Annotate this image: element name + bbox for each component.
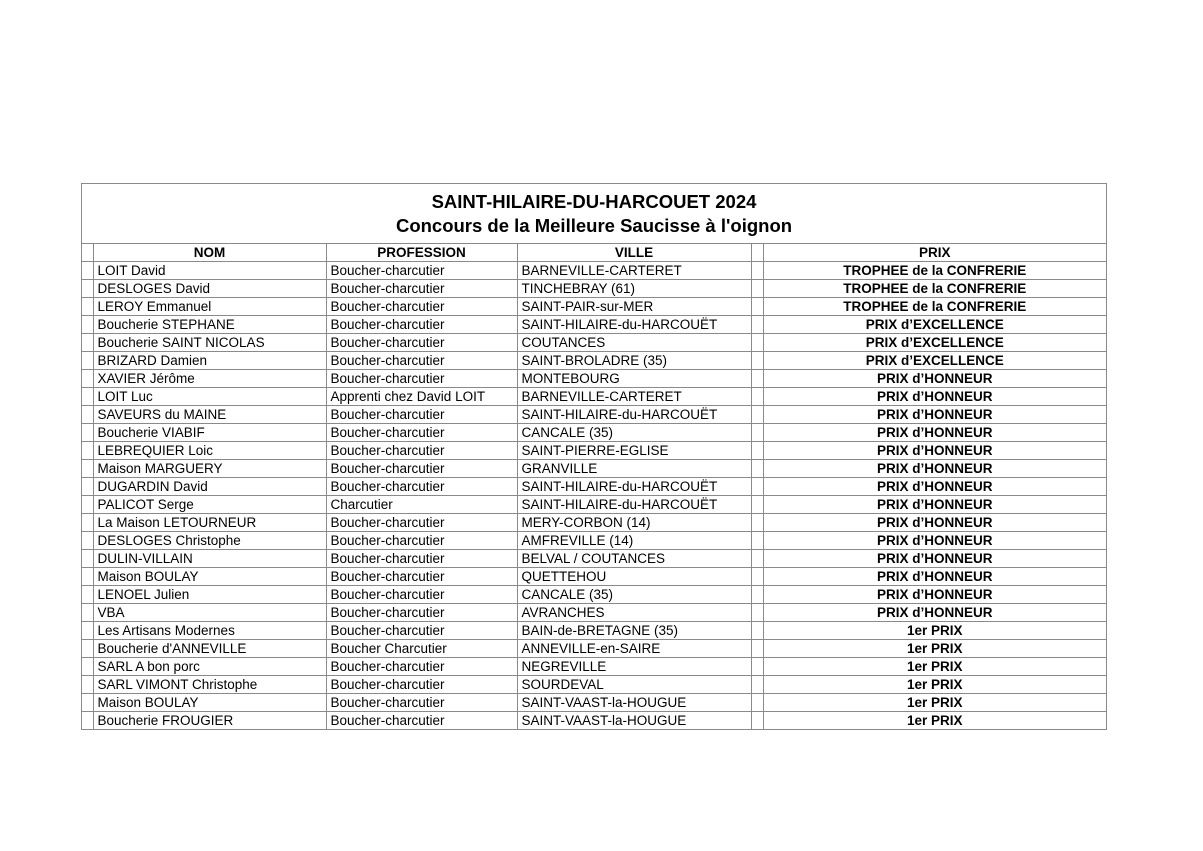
cell-ville: CANCALE (35): [517, 586, 751, 604]
table-row: [82, 586, 1106, 604]
cell-prix: TROPHEE de la CONFRERIE: [763, 262, 1106, 280]
spacer-cell: [751, 568, 763, 586]
cell-nom: LEROY Emmanuel: [93, 298, 326, 316]
spacer-cell: [751, 424, 763, 442]
spacer-cell: [82, 442, 93, 460]
cell-profession: Boucher-charcutier: [326, 676, 517, 694]
cell-nom: LENOEL Julien: [93, 586, 326, 604]
cell-prix: TROPHEE de la CONFRERIE: [763, 298, 1106, 316]
table-row: [82, 280, 1106, 298]
spacer-cell: [82, 712, 93, 730]
cell-profession: Boucher-charcutier: [326, 442, 517, 460]
cell-ville: GRANVILLE: [517, 460, 751, 478]
spacer-cell: [82, 640, 93, 658]
cell-profession: Boucher-charcutier: [326, 460, 517, 478]
table-row: [82, 316, 1106, 334]
cell-nom: Boucherie FROUGIER: [93, 712, 326, 730]
cell-ville: SAINT-HILAIRE-du-HARCOUËT: [517, 316, 751, 334]
spacer-cell: [751, 514, 763, 532]
cell-ville: AMFREVILLE (14): [517, 532, 751, 550]
cell-profession: Boucher-charcutier: [326, 568, 517, 586]
spacer-cell: [751, 676, 763, 694]
spacer-cell: [751, 280, 763, 298]
cell-nom: LEBREQUIER Loic: [93, 442, 326, 460]
cell-ville: AVRANCHES: [517, 604, 751, 622]
cell-profession: Boucher Charcutier: [326, 640, 517, 658]
cell-profession: Boucher-charcutier: [326, 406, 517, 424]
cell-prix: PRIX d’HONNEUR: [763, 514, 1106, 532]
table-row: [82, 406, 1106, 424]
cell-prix: PRIX d’HONNEUR: [763, 532, 1106, 550]
cell-prix: PRIX d’HONNEUR: [763, 424, 1106, 442]
cell-prix: PRIX d’EXCELLENCE: [763, 352, 1106, 370]
spacer-cell: [751, 334, 763, 352]
cell-ville: SOURDEVAL: [517, 676, 751, 694]
table-row: [82, 604, 1106, 622]
cell-ville: TINCHEBRAY (61): [517, 280, 751, 298]
table-row: [82, 460, 1106, 478]
cell-profession: Boucher-charcutier: [326, 334, 517, 352]
header-profession: PROFESSION: [326, 244, 517, 262]
spacer-cell: [82, 586, 93, 604]
spacer-cell: [82, 694, 93, 712]
cell-prix: PRIX d’HONNEUR: [763, 604, 1106, 622]
spacer-cell: [82, 568, 93, 586]
spacer-cell: [82, 262, 93, 280]
spacer-cell: [751, 658, 763, 676]
cell-ville: MONTEBOURG: [517, 370, 751, 388]
cell-nom: BRIZARD Damien: [93, 352, 326, 370]
cell-prix: PRIX d’HONNEUR: [763, 406, 1106, 424]
cell-nom: LOIT Luc: [93, 388, 326, 406]
spacer-cell: [751, 640, 763, 658]
cell-nom: DUGARDIN David: [93, 478, 326, 496]
cell-ville: BELVAL / COUTANCES: [517, 550, 751, 568]
cell-nom: SARL A bon porc: [93, 658, 326, 676]
table-row: [82, 496, 1106, 514]
cell-nom: Maison BOULAY: [93, 694, 326, 712]
spacer-cell: [751, 352, 763, 370]
cell-ville: SAINT-VAAST-la-HOUGUE: [517, 694, 751, 712]
spacer-cell: [82, 658, 93, 676]
cell-profession: Boucher-charcutier: [326, 280, 517, 298]
cell-profession: Boucher-charcutier: [326, 658, 517, 676]
spacer-cell: [751, 532, 763, 550]
spacer-cell: [751, 550, 763, 568]
table-row: [82, 514, 1106, 532]
cell-ville: MERY-CORBON (14): [517, 514, 751, 532]
table-row: [82, 388, 1106, 406]
page-title: SAINT-HILAIRE-DU-HARCOUET 2024: [431, 190, 757, 212]
cell-prix: PRIX d’HONNEUR: [763, 496, 1106, 514]
cell-profession: Boucher-charcutier: [326, 694, 517, 712]
results-table: [82, 244, 1106, 729]
cell-profession: Apprenti chez David LOIT: [326, 388, 517, 406]
cell-profession: Boucher-charcutier: [326, 550, 517, 568]
cell-profession: Charcutier: [326, 496, 517, 514]
cell-profession: Boucher-charcutier: [326, 352, 517, 370]
spacer-cell: [751, 694, 763, 712]
cell-prix: 1er PRIX: [763, 658, 1106, 676]
spacer-cell: [82, 514, 93, 532]
cell-nom: Boucherie VIABIF: [93, 424, 326, 442]
cell-nom: XAVIER Jérôme: [93, 370, 326, 388]
table-row: [82, 352, 1106, 370]
header-ville: VILLE: [517, 244, 751, 262]
cell-nom: SARL VIMONT Christophe: [93, 676, 326, 694]
header-nom: NOM: [93, 244, 326, 262]
cell-profession: Boucher-charcutier: [326, 262, 517, 280]
cell-profession: Boucher-charcutier: [326, 514, 517, 532]
spacer-cell: [82, 280, 93, 298]
cell-profession: Boucher-charcutier: [326, 532, 517, 550]
cell-prix: TROPHEE de la CONFRERIE: [763, 280, 1106, 298]
header-prix: PRIX: [763, 244, 1106, 262]
spacer-cell: [82, 316, 93, 334]
spacer-cell: [751, 244, 763, 262]
cell-nom: DULIN-VILLAIN: [93, 550, 326, 568]
cell-prix: 1er PRIX: [763, 694, 1106, 712]
cell-prix: 1er PRIX: [763, 640, 1106, 658]
table-row: [82, 532, 1106, 550]
cell-profession: Boucher-charcutier: [326, 586, 517, 604]
table-row: [82, 334, 1106, 352]
cell-nom: VBA: [93, 604, 326, 622]
cell-profession: Boucher-charcutier: [326, 298, 517, 316]
table-row: [82, 622, 1106, 640]
spacer-cell: [751, 388, 763, 406]
cell-ville: BARNEVILLE-CARTERET: [517, 262, 751, 280]
cell-profession: Boucher-charcutier: [326, 478, 517, 496]
table-row: [82, 298, 1106, 316]
spacer-cell: [82, 244, 93, 262]
cell-prix: PRIX d’HONNEUR: [763, 568, 1106, 586]
cell-prix: PRIX d’EXCELLENCE: [763, 334, 1106, 352]
cell-nom: DESLOGES Christophe: [93, 532, 326, 550]
spacer-cell: [82, 496, 93, 514]
spacer-cell: [751, 262, 763, 280]
cell-nom: Boucherie d'ANNEVILLE: [93, 640, 326, 658]
cell-nom: Boucherie SAINT NICOLAS: [93, 334, 326, 352]
results-table-body: [82, 244, 1106, 729]
cell-ville: SAINT-HILAIRE-du-HARCOUËT: [517, 406, 751, 424]
cell-profession: Boucher-charcutier: [326, 622, 517, 640]
spacer-cell: [751, 298, 763, 316]
cell-profession: Boucher-charcutier: [326, 424, 517, 442]
spacer-cell: [751, 622, 763, 640]
cell-ville: COUTANCES: [517, 334, 751, 352]
spacer-cell: [82, 550, 93, 568]
cell-ville: SAINT-VAAST-la-HOUGUE: [517, 712, 751, 730]
cell-prix: PRIX d’HONNEUR: [763, 460, 1106, 478]
cell-nom: Boucherie STEPHANE: [93, 316, 326, 334]
cell-prix: 1er PRIX: [763, 622, 1106, 640]
cell-ville: NEGREVILLE: [517, 658, 751, 676]
cell-ville: SAINT-PAIR-sur-MER: [517, 298, 751, 316]
spacer-cell: [751, 712, 763, 730]
table-row: [82, 640, 1106, 658]
cell-prix: PRIX d’EXCELLENCE: [763, 316, 1106, 334]
spacer-cell: [82, 676, 93, 694]
table-row: [82, 568, 1106, 586]
cell-prix: 1er PRIX: [763, 712, 1106, 730]
cell-profession: Boucher-charcutier: [326, 370, 517, 388]
spacer-cell: [751, 496, 763, 514]
table-row: [82, 694, 1106, 712]
cell-prix: PRIX d’HONNEUR: [763, 388, 1106, 406]
cell-profession: Boucher-charcutier: [326, 316, 517, 334]
cell-nom: SAVEURS du MAINE: [93, 406, 326, 424]
table-row: [82, 712, 1106, 730]
cell-ville: SAINT-HILAIRE-du-HARCOUËT: [517, 478, 751, 496]
spacer-cell: [751, 478, 763, 496]
results-sheet: [81, 183, 1107, 730]
cell-ville: ANNEVILLE-en-SAIRE: [517, 640, 751, 658]
spacer-cell: [751, 442, 763, 460]
spacer-cell: [82, 622, 93, 640]
spacer-cell: [82, 532, 93, 550]
cell-ville: SAINT-HILAIRE-du-HARCOUËT: [517, 496, 751, 514]
cell-ville: SAINT-PIERRE-EGLISE: [517, 442, 751, 460]
spacer-cell: [751, 604, 763, 622]
spacer-cell: [82, 370, 93, 388]
title-block: [82, 184, 1106, 244]
table-row: [82, 370, 1106, 388]
cell-nom: Maison MARGUERY: [93, 460, 326, 478]
table-row: [82, 262, 1106, 280]
cell-ville: BARNEVILLE-CARTERET: [517, 388, 751, 406]
spacer-cell: [751, 370, 763, 388]
cell-prix: PRIX d’HONNEUR: [763, 478, 1106, 496]
spacer-cell: [751, 316, 763, 334]
table-row: [82, 478, 1106, 496]
spacer-cell: [751, 586, 763, 604]
cell-prix: PRIX d’HONNEUR: [763, 442, 1106, 460]
spacer-cell: [82, 352, 93, 370]
header-row: [82, 244, 1106, 262]
cell-nom: La Maison LETOURNEUR: [93, 514, 326, 532]
cell-prix: PRIX d’HONNEUR: [763, 370, 1106, 388]
spacer-cell: [82, 604, 93, 622]
spacer-cell: [82, 298, 93, 316]
cell-prix: PRIX d’HONNEUR: [763, 586, 1106, 604]
cell-nom: DESLOGES David: [93, 280, 326, 298]
cell-nom: Les Artisans Modernes: [93, 622, 326, 640]
spacer-cell: [82, 334, 93, 352]
cell-profession: Boucher-charcutier: [326, 712, 517, 730]
spacer-cell: [82, 406, 93, 424]
cell-ville: QUETTEHOU: [517, 568, 751, 586]
cell-ville: BAIN-de-BRETAGNE (35): [517, 622, 751, 640]
table-row: [82, 442, 1106, 460]
table-row: [82, 658, 1106, 676]
spacer-cell: [751, 460, 763, 478]
cell-prix: 1er PRIX: [763, 676, 1106, 694]
cell-ville: SAINT-BROLADRE (35): [517, 352, 751, 370]
cell-ville: CANCALE (35): [517, 424, 751, 442]
spacer-cell: [82, 388, 93, 406]
cell-profession: Boucher-charcutier: [326, 604, 517, 622]
spacer-cell: [82, 424, 93, 442]
cell-nom: PALICOT Serge: [93, 496, 326, 514]
cell-nom: LOIT David: [93, 262, 326, 280]
cell-nom: Maison BOULAY: [93, 568, 326, 586]
cell-prix: PRIX d’HONNEUR: [763, 550, 1106, 568]
table-row: [82, 676, 1106, 694]
table-row: [82, 550, 1106, 568]
table-row: [82, 424, 1106, 442]
spacer-cell: [82, 460, 93, 478]
spacer-cell: [751, 406, 763, 424]
spacer-cell: [82, 478, 93, 496]
page-subtitle: Concours de la Meilleure Saucisse à l'oignon: [395, 214, 793, 236]
